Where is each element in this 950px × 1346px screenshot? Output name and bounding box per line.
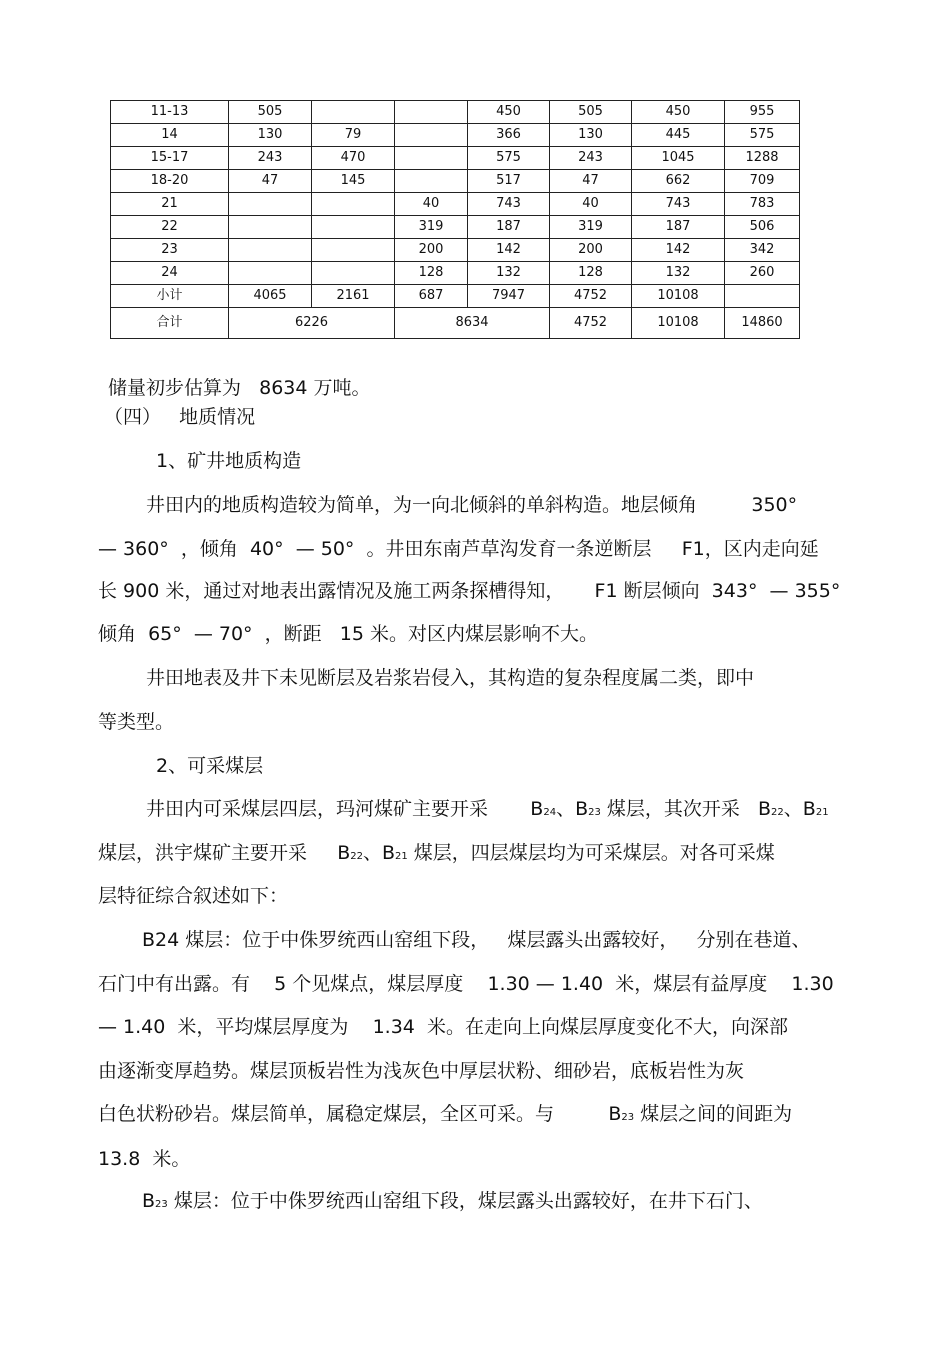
table-cell: 4065: [229, 285, 312, 308]
table-cell: 517: [468, 170, 550, 193]
text-run: 、B: [556, 798, 589, 820]
table-cell: 8634: [395, 308, 550, 339]
table-cell: 23: [111, 239, 229, 262]
subscript: 22: [350, 851, 363, 862]
paragraph-line: 井田内的地质构造较为简单，为一向北倾斜的单斜构造。地层倾角 350°: [146, 494, 798, 516]
subsection-heading-seams: 2、可采煤层: [156, 755, 264, 777]
table-cell: 342: [725, 239, 800, 262]
table-cell: [229, 193, 312, 216]
text-run: 井田内可采煤层四层，玛河煤矿主要开采 B: [146, 798, 544, 820]
table-cell: [395, 170, 468, 193]
table-cell: 955: [725, 101, 800, 124]
table-cell: [395, 147, 468, 170]
paragraph-reserve: 储量初步估算为 8634 万吨。: [108, 377, 371, 399]
table-cell: 575: [468, 147, 550, 170]
table-cell: 1045: [632, 147, 725, 170]
table-cell: 142: [468, 239, 550, 262]
text-run: 煤层，洪宇煤矿主要开采 B: [98, 842, 351, 864]
paragraph-line: 倾角 65° — 70° ，断距 15 米。对区内煤层影响不大。: [98, 623, 598, 645]
table-cell: 743: [468, 193, 550, 216]
table-cell: 505: [550, 101, 632, 124]
table-cell: 4752: [550, 285, 632, 308]
table-cell: 142: [632, 239, 725, 262]
table-cell: 7947: [468, 285, 550, 308]
table-cell: 40: [550, 193, 632, 216]
table-cell: 128: [395, 262, 468, 285]
table-cell: 47: [229, 170, 312, 193]
table-cell: 18-20: [111, 170, 229, 193]
table-cell: 合计: [111, 308, 229, 339]
table-body: [111, 101, 800, 308]
text-run: 、B: [783, 798, 816, 820]
table-cell: 14860: [725, 308, 800, 339]
table-cell: 15-17: [111, 147, 229, 170]
table-row: [111, 147, 800, 170]
paragraph-line: 井田地表及井下未见断层及岩浆岩侵入，其构造的复杂程度属二类，即中: [146, 667, 755, 689]
table-cell: 505: [229, 101, 312, 124]
table-cell: 11-13: [111, 101, 229, 124]
paragraph-line: [98, 1102, 792, 1130]
table-cell: [312, 216, 395, 239]
table-cell: 22: [111, 216, 229, 239]
table-cell: 687: [395, 285, 468, 308]
table-cell: 187: [468, 216, 550, 239]
table-cell: 21: [111, 193, 229, 216]
paragraph-line: 由逐渐变厚趋势。煤层顶板岩性为浅灰色中厚层状粉、细砂岩，底板岩性为灰: [98, 1060, 745, 1082]
table-cell: [312, 239, 395, 262]
table-cell: 1288: [725, 147, 800, 170]
table-row: [111, 193, 800, 216]
table-cell: 128: [550, 262, 632, 285]
table-cell: 366: [468, 124, 550, 147]
table-cell: 10108: [632, 285, 725, 308]
table-row: [111, 285, 800, 308]
text-run: 白色状粉砂岩。煤层简单，属稳定煤层，全区可采。与 B: [98, 1103, 622, 1125]
table-row: [111, 239, 800, 262]
table-cell: 132: [468, 262, 550, 285]
table-cell: 470: [312, 147, 395, 170]
table-cell: 4752: [550, 308, 632, 339]
subscript: 22: [771, 807, 784, 818]
paragraph-line: [142, 1189, 763, 1217]
paragraph-line: 13.8 米。: [98, 1148, 191, 1170]
table-row: [111, 170, 800, 193]
text-run: 煤层之间的间距为: [634, 1103, 793, 1125]
table-cell: 200: [550, 239, 632, 262]
table-cell: 743: [632, 193, 725, 216]
subscript: 21: [395, 851, 408, 862]
table-cell: 79: [312, 124, 395, 147]
table-row: [111, 124, 800, 147]
table-cell: 445: [632, 124, 725, 147]
table-cell: 24: [111, 262, 229, 285]
table-cell: [312, 262, 395, 285]
paragraph-line: 等类型。: [98, 711, 175, 733]
table-cell: [229, 262, 312, 285]
table-cell: [395, 124, 468, 147]
table-cell: 450: [468, 101, 550, 124]
table-cell: 260: [725, 262, 800, 285]
table-cell: 10108: [632, 308, 725, 339]
table-cell: 小计: [111, 285, 229, 308]
paragraph-line: [146, 797, 829, 825]
table-cell: 132: [632, 262, 725, 285]
reserves-table: [110, 100, 800, 339]
table-cell: 709: [725, 170, 800, 193]
table-cell: 2161: [312, 285, 395, 308]
text-run: 煤层，四层煤层均为可采煤层。对各可采煤: [407, 842, 775, 864]
table-cell: 319: [395, 216, 468, 239]
table-cell: [725, 285, 800, 308]
table-cell: 575: [725, 124, 800, 147]
paragraph-line: — 360° ，倾角 40° — 50° 。井田东南芦草沟发育一条逆断层 F1，区内走向延: [98, 538, 819, 560]
table-cell: 145: [312, 170, 395, 193]
table-row: [111, 216, 800, 239]
table-row: [111, 101, 800, 124]
table-cell: 506: [725, 216, 800, 239]
table-cell: 40: [395, 193, 468, 216]
table-cell: [312, 193, 395, 216]
table-row: [111, 262, 800, 285]
table-cell: [229, 216, 312, 239]
table-cell: 6226: [229, 308, 395, 339]
table-cell: 319: [550, 216, 632, 239]
paragraph-line: 层特征综合叙述如下：: [98, 885, 289, 907]
subscript: 23: [588, 807, 601, 818]
table-cell: 243: [229, 147, 312, 170]
table-cell: 14: [111, 124, 229, 147]
subsection-heading-structure: 1、矿井地质构造: [156, 450, 302, 472]
table-cell: 130: [229, 124, 312, 147]
subscript: 23: [155, 1199, 168, 1210]
table-cell: 187: [632, 216, 725, 239]
table-cell: [312, 101, 395, 124]
paragraph-line: — 1.40 米，平均煤层厚度为 1.34 米。在走向上向煤层厚度变化不大，向深部: [98, 1016, 788, 1038]
text-run: B: [142, 1190, 156, 1212]
paragraph-line: 长 900 米，通过对地表出露情况及施工两条探槽得知， F1 断层倾向 343° — 355°: [98, 580, 841, 602]
subscript: 24: [543, 807, 557, 818]
text-run: 、B: [362, 842, 396, 864]
table-cell: 662: [632, 170, 725, 193]
table-cell: [395, 101, 468, 124]
table-cell: 130: [550, 124, 632, 147]
table-row-total: [111, 308, 800, 339]
table-cell: 47: [550, 170, 632, 193]
paragraph-line: [98, 841, 775, 869]
text-run: 煤层，其次开采 B: [600, 798, 772, 820]
table-cell: 450: [632, 101, 725, 124]
text-run: 煤层：位于中侏罗统西山窑组下段，煤层露头出露较好，在井下石门、: [167, 1190, 763, 1212]
subscript: 21: [815, 807, 829, 818]
subscript: 23: [621, 1112, 635, 1123]
table-cell: 783: [725, 193, 800, 216]
table-cell: 200: [395, 239, 468, 262]
paragraph-line: 石门中有出露。有 5 个见煤点，煤层厚度 1.30 — 1.40 米，煤层有益厚度 1.30: [98, 973, 834, 995]
paragraph-line: B24 煤层：位于中侏罗统西山窑组下段， 煤层露头出露较好， 分别在巷道、: [142, 929, 811, 951]
section-heading-geology: （四） 地质情况: [104, 406, 256, 428]
table-cell: [229, 239, 312, 262]
table-cell: 243: [550, 147, 632, 170]
